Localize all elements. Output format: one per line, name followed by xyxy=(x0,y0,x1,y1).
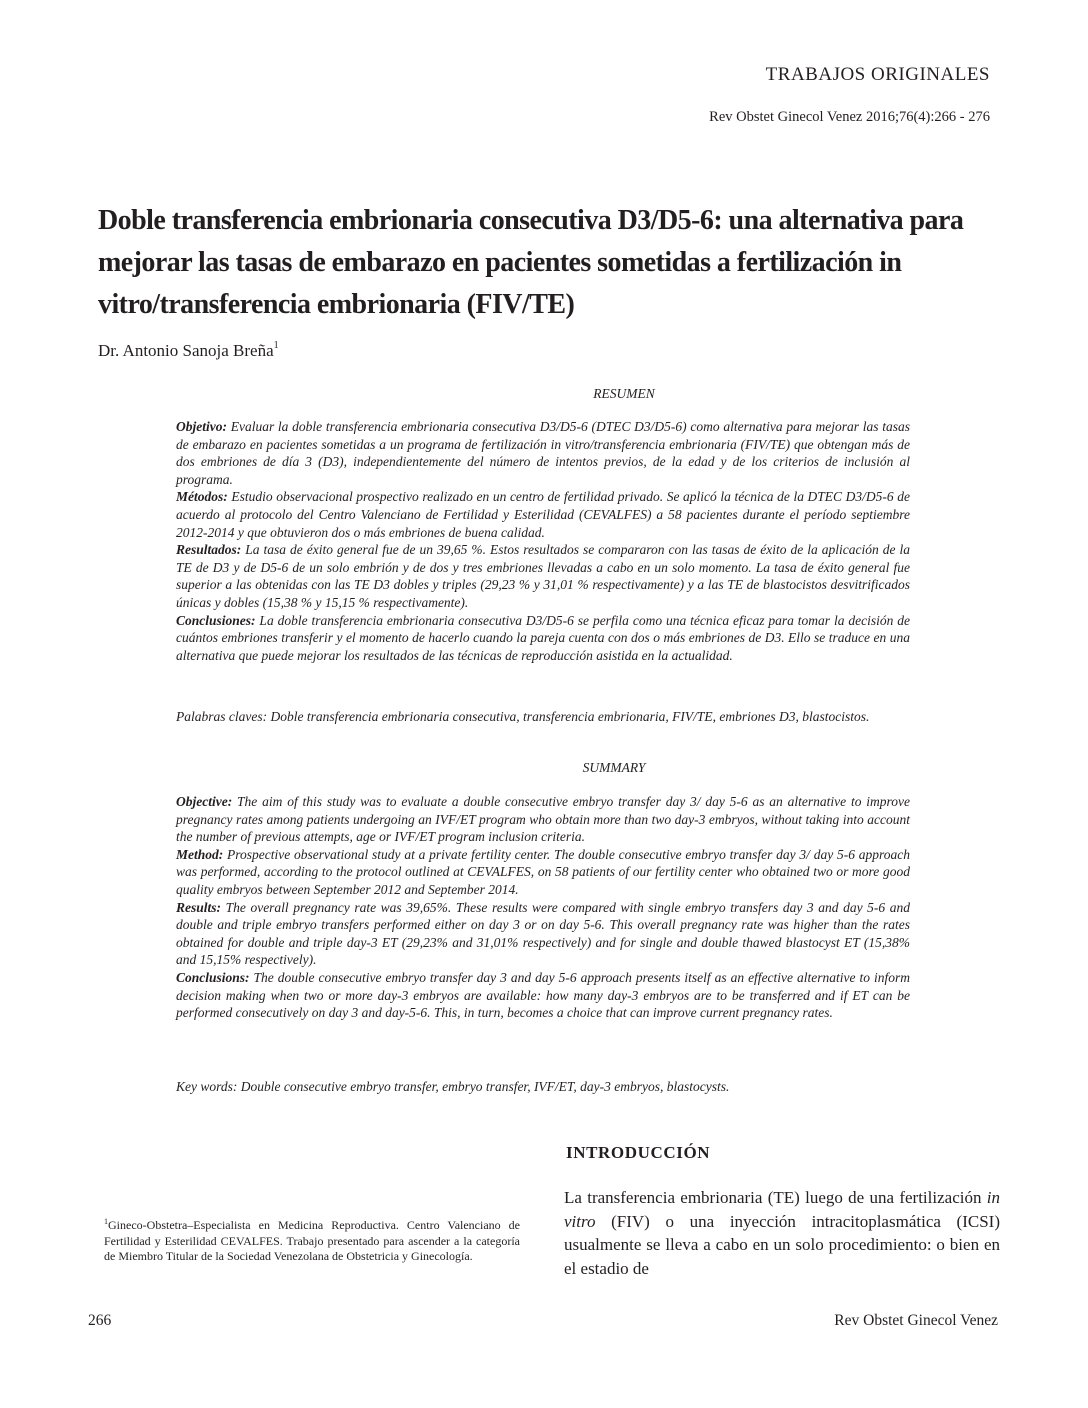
resumen-objetivo-text: Evaluar la doble transferencia embrionaria consecutiva D3/D5-6 (DTEC D3/D5-6) como alternativa para mejorar las tasas de embarazo en pacientes sometidas a un programa de fertilización in vitro/transferencia embrionaria (FIV/TE) que obtengan más de dos embriones de día 3 (D3), independientemente del número de intentos previos, de la edad y de los criterios de inclusión al programa. xyxy=(176,419,910,487)
summary-conclusions-label: Conclusions: xyxy=(176,969,250,985)
resumen-metodos-text: Estudio observacional prospectivo realizado en un centro de fertilidad privado. Se aplicó la técnica de la DTEC D3/D5-6 de acuerdo al protocolo del Centro Valenciano de Fertilidad y Esterilidad (CEVALFES) a 58 pacientes durante el período septiembre 2012-2014 y que obtuvieron dos o más embriones de buena calidad. xyxy=(176,489,910,540)
footnote-text: Gineco-Obstetra–Especialista en Medicina Reproductiva. Centro Valenciano de Fertilidad y Esterilidad CEVALFES. Trabajo presentado para ascender a la categoría de Miembro Titular de la Sociedad Venezolana de Obstetricia y Ginecología. xyxy=(104,1218,520,1263)
summary-objective-text: The aim of this study was to evaluate a double consecutive embryo transfer day 3/ day 5-6 as an alternative to improve pregnancy rates among patients undergoing an IVF/ET program who obtain more than two day-3 embryos, without taking into account the number of previous attempts, age or IVF/ET program inclusion criteria. xyxy=(176,794,910,845)
author-affiliation-marker: 1 xyxy=(273,340,279,351)
resumen-conclusiones-label: Conclusiones: xyxy=(176,612,256,628)
resumen-heading: RESUMEN xyxy=(593,386,655,401)
introduccion-paragraph xyxy=(564,1186,1000,1280)
resumen-keywords: Palabras claves: Doble transferencia embrionaria consecutiva, transferencia embrionaria, FIV/TE, embriones D3, blastocistos. xyxy=(176,709,870,724)
summary-keywords: Key words: Double consecutive embryo transfer, embryo transfer, IVF/ET, day-3 embryos, blastocysts. xyxy=(176,1079,730,1094)
affiliation-footnote xyxy=(104,1214,520,1265)
summary-objective xyxy=(176,793,910,846)
resumen-resultados xyxy=(176,541,910,611)
summary-method xyxy=(176,846,910,899)
journal-citation: Rev Obstet Ginecol Venez 2016;76(4):266 - 276 xyxy=(709,109,990,125)
section-label: TRABAJOS ORIGINALES xyxy=(765,64,990,85)
introduccion-text-1: La transferencia embrionaria (TE) luego de una fertilización xyxy=(564,1188,987,1207)
introduccion-heading: INTRODUCCIÓN xyxy=(566,1143,711,1162)
summary-results-label: Results: xyxy=(176,899,222,915)
resumen-resultados-label: Resultados: xyxy=(176,542,242,558)
author-name: Dr. Antonio Sanoja Breña xyxy=(98,341,274,360)
summary-heading: SUMMARY xyxy=(582,760,646,775)
summary-conclusions-text: The double consecutive embryo transfer day 3 and day 5-6 approach presents itself as an effective alternative to inform decision making when two or more day-3 embryos are available: how many day-3 embryos are to be transferred and if ET can be performed consecutively on day 3 and day-5-6. This, in turn, becomes a choice that can improve current pregnancy rates. xyxy=(176,969,910,1021)
summary-objective-label: Objective: xyxy=(176,794,233,809)
introduccion-text-2: (FIV) o una inyección intracitoplasmática (ICSI) usualmente se lleva a cabo en un solo procedimiento: o bien en el estadio de xyxy=(564,1211,1000,1278)
resumen-resultados-text: La tasa de éxito general fue de un 39,65 %. Estos resultados se compararon con las tasas de éxito de la aplicación de la TE de D3 y de D5-6 de un solo embrión y de dos y tres embriones llevadas a cabo en un solo momento. La tasa de éxito general fue superior a las obtenidas con las TE D3 dobles y triples (29,23 % y 31,01 % respectivamente) y a las TE de blastocistos desvitrificados únicas y dobles (15,38 % y 15,15 % respectivamente). xyxy=(176,542,910,610)
resumen-metodos xyxy=(176,488,910,541)
resumen-conclusiones-text: La doble transferencia embrionaria consecutiva D3/D5-6 se perfila como una técnica eficaz para tomar la decisión de cuántos embriones transferir y el momento de hacerlo cuando la pareja cuenta con dos o más embriones de D3. Ello se traduce en una alternativa que puede mejorar los resultados de las técnicas de reproducción asistida en la actualidad. xyxy=(176,612,910,663)
summary-body xyxy=(176,793,910,1022)
introduccion-text-italic: in vitro xyxy=(564,1188,1000,1231)
resumen-conclusiones xyxy=(176,612,910,665)
running-footer-journal: Rev Obstet Ginecol Venez xyxy=(834,1312,998,1329)
summary-conclusions xyxy=(176,969,910,1022)
resumen-metodos-label: Métodos: xyxy=(176,489,228,505)
resumen-objetivo xyxy=(176,418,910,488)
summary-method-text: Prospective observational study at a private fertility center. The double consecutive embryo transfer day 3/ day 5-6 approach was performed, according to the protocol outlined at CEVALFES, on 58 patients of our fertility center who obtained two or more good quality embryos between September 2012 and September 2014. xyxy=(176,846,910,897)
footnote-marker: 1 xyxy=(104,1217,108,1226)
summary-results xyxy=(176,899,910,969)
resumen-objetivo-label: Objetivo: xyxy=(176,419,227,434)
summary-method-label: Method: xyxy=(176,846,224,862)
article-title: Doble transferencia embrionaria consecutiva D3/D5-6: una alternativa para mejorar las tasas de embarazo en pacientes sometidas a fertilización in vitro/transferencia embrionaria (FIV/TE) xyxy=(98,205,964,320)
resumen-body xyxy=(176,418,910,664)
author-line xyxy=(98,341,279,361)
summary-results-text: The overall pregnancy rate was 39,65%. These results were compared with single embryo transfers day 3 and day 5-6 and double and triple embryo transfers performed either on day 3 or on day 5-6. This overall pregnancy rate was higher than the rates obtained for double and triple day-3 ET (29,23% and 31,01% respectively) and for single and double thawed blastocyst ET (15,38% and 15,15% respectively). xyxy=(176,899,910,968)
page-number: 266 xyxy=(88,1312,112,1329)
introduccion-body xyxy=(564,1186,1000,1280)
